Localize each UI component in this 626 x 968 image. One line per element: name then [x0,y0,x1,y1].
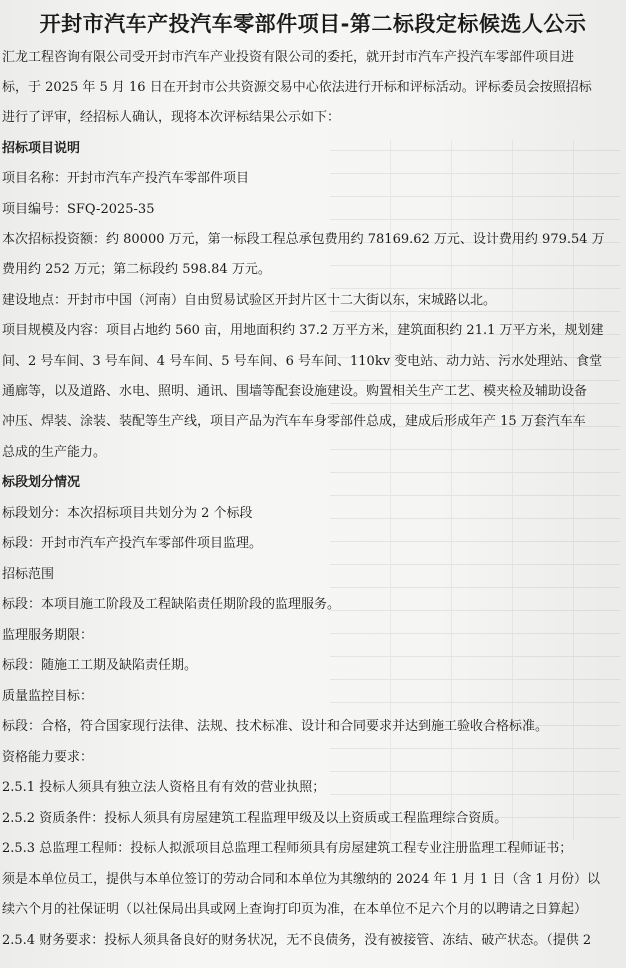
text-line: 2.5.1 投标人须具有独立法人资格且有有效的营业执照； [2,780,326,795]
text-line: 2.5.4 财务要求：投标人须具备良好的财务状况，无不良债务，没有被接管、冻结、破产状态。（提供 2 [2,933,592,948]
text-line: 项目编号：SFQ-2025-35 [2,202,155,217]
text-line: 冲压、焊装、涂装、装配等生产线，项目产品为汽车车身零部件总成，建成后形成年产 15 万套汽车车 [2,414,586,429]
text-line: 汇龙工程咨询有限公司受开封市汽车产业投资有限公司的委托，就开封市汽车产投汽车零部件项目进 [2,50,575,65]
text-line: 标段：开封市汽车产投汽车零部件项目监理。 [2,536,263,551]
text-line: 标段：本项目施工阶段及工程缺陷责任期阶段的监理服务。 [2,597,341,612]
text-line: 总成的生产能力。 [2,445,107,460]
text-line: 质量监控目标： [2,689,94,704]
text-line: 项目名称：开封市汽车产投汽车零部件项目 [2,171,250,186]
text-line: 标，于 2025 年 5 月 16 日在开封市公共资源交易中心依法进行开标和评标活动。评标委员会按照招标 [2,80,592,95]
text-line: 须是本单位员工，提供与本单位签订的劳动合同和本单位为其缴纳的 2024 年 1 月 1 日（含 1 月份）以 [2,872,600,887]
text-line: 资格能力要求： [2,750,94,765]
text-line: 本次招标投资额：约 80000 万元，第一标段工程总承包费用约 78169.62 万元、设计费用约 979.54 万 [2,232,605,247]
text-line: 间、2 号车间、3 号车间、4 号车间、5 号车间、6 号车间、110kv 变电站、动力站、污水处理站、食堂 [2,354,603,369]
text-line: 进行了评审，经招标人确认，现将本次评标结果公示如下： [2,110,341,125]
text-line: 建设地点：开封市中国（河南）自由贸易试验区开封片区十二大街以东，宋城路以北。 [2,293,497,308]
text-line: 招标范围 [2,567,55,582]
section-heading: 标段划分情况 [2,475,81,490]
text-line: 监理服务期限： [2,628,94,643]
text-line: 2.5.2 资质条件：投标人须具有房屋建筑工程监理甲级及以上资质或工程监理综合资质。 [2,811,508,826]
text-line: 续六个月的社保证明（以社保局出具或网上查询打印页为准，在本单位不足六个月的以聘请之日算起） [2,902,588,917]
text-line: 标段：随施工工期及缺陷责任期。 [2,658,198,673]
text-line: 2.5.3 总监理工程师：投标人拟派项目总监理工程师须具有房屋建筑工程专业注册监理工程师证书； [2,841,573,856]
document-title: 开封市汽车产投汽车零部件项目-第二标段定标候选人公示 [39,12,587,36]
text-line: 通廊等，以及道路、水电、照明、通讯、围墙等配套设施建设。购置相关生产工艺、模夹检及辅助设备 [2,384,588,399]
text-line: 标段划分：本次招标项目共划分为 2 个标段 [2,506,253,521]
text-line: 标段：合格，符合国家现行法律、法规、技术标准、设计和合同要求并达到施工验收合格标准。 [2,719,549,734]
section-heading: 招标项目说明 [2,141,81,156]
text-line: 项目规模及内容：项目占地约 560 亩，用地面积约 37.2 万平方米，建筑面积约 21.1 万平方米，规划建 [2,323,604,338]
text-line: 费用约 252 万元；第二标段约 598.84 万元。 [2,262,271,277]
